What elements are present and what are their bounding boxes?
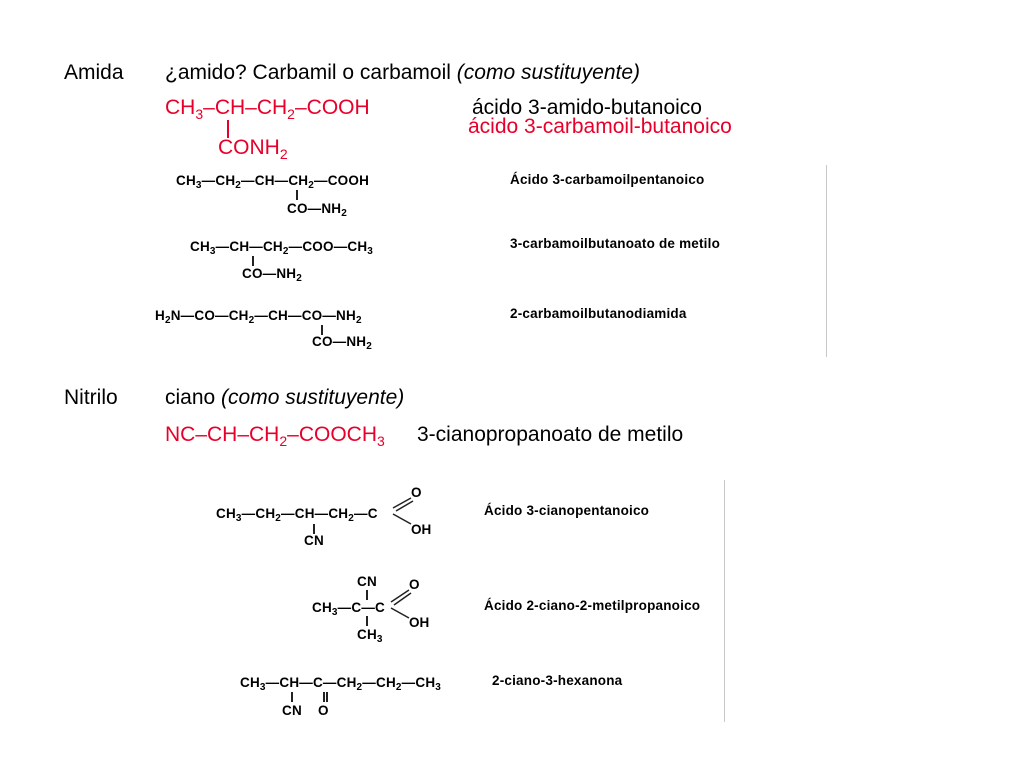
amida-name-2: ácido 3-carbamoil-butanoico bbox=[468, 115, 732, 138]
nitrilo-formula: $NC-CH-CH_2-COOCH_3$ bbox=[165, 423, 385, 449]
amida-desc-main: ¿amido? Carbamil o carbamoil bbox=[165, 61, 457, 84]
scan-edge-nitrilo bbox=[724, 480, 725, 722]
svg-text:OH: OH bbox=[409, 615, 430, 630]
nitrilo-example-1-name: Ácido 3-cianopentanoico bbox=[484, 503, 650, 518]
amida-formula: $CH_3-CH-CH_2$–COOH bbox=[165, 96, 370, 122]
amida-example-2-bond bbox=[252, 256, 254, 266]
nitrilo-example-3-bond-cn bbox=[291, 692, 293, 702]
nitrilo-example-3-bond-o-b bbox=[326, 692, 328, 702]
nitrilo-example-3-formula: $CH_3—CH—C—CH_2—CH_2—CH_3$ bbox=[240, 675, 442, 693]
amida-example-2-branch: $CO—NH_2$ bbox=[242, 266, 303, 284]
nitrilo-label: Nitrilo bbox=[64, 386, 118, 409]
svg-text:O: O bbox=[409, 577, 420, 592]
nitrilo-desc-italic: (como sustituyente) bbox=[221, 386, 405, 409]
nitrilo-example-2-bottom: $CH_3$ bbox=[357, 627, 383, 645]
scan-edge-amida bbox=[826, 165, 827, 357]
amida-example-2-formula: $CH_3—CH—CH_2—COO—CH_3$ bbox=[190, 239, 374, 257]
amida-name-1: ácido 3-amido-butanoico bbox=[472, 96, 702, 119]
amida-example-1-bond bbox=[296, 190, 298, 200]
nitrilo-example-3-branch: CN bbox=[282, 703, 302, 718]
amida-example-1-name: Ácido 3-carbamoilpentanoico bbox=[510, 172, 705, 187]
nitrilo-example-3-branch-o: O bbox=[318, 703, 329, 718]
nitrilo-example-2-top: CN bbox=[357, 574, 377, 589]
nitrilo-example-1-carboxyl bbox=[385, 484, 445, 544]
amida-example-2-name: 3-carbamoilbutanoato de metilo bbox=[510, 236, 721, 251]
nitrilo-example-3-name: 2-ciano-3-hexanona bbox=[492, 673, 623, 688]
nitrilo-name: 3-cianopropanoato de metilo bbox=[417, 423, 684, 446]
amida-example-3-branch: $CO—NH_2$ bbox=[312, 334, 373, 352]
nitrilo-example-2-carboxyl bbox=[383, 574, 443, 634]
amida-description bbox=[165, 61, 640, 85]
nitrilo-desc-main: ciano bbox=[165, 386, 222, 409]
svg-text:OH: OH bbox=[411, 522, 432, 537]
amida-example-1-formula: $CH_3—CH_2—CH—CH_2—COOH$ bbox=[176, 173, 370, 191]
nitrilo-example-2-bond-bottom bbox=[366, 616, 368, 626]
amida-label: Amida bbox=[64, 61, 124, 84]
amida-example-3-name: 2-carbamoilbutanodiamida bbox=[510, 306, 687, 321]
nitrilo-example-1-branch: CN bbox=[304, 533, 324, 548]
nitrilo-example-2-formula: $CH_3—C—C$ bbox=[312, 600, 385, 618]
amida-example-1-branch: $CO—NH_2$ bbox=[287, 201, 348, 219]
nitrilo-example-3-bond-o-a bbox=[323, 692, 325, 702]
nitrilo-example-2-bond-top bbox=[366, 590, 368, 600]
amida-desc-italic: (como sustituyente) bbox=[456, 61, 641, 84]
nitrilo-example-1-formula: $CH_3—CH_2—CH—CH_2—C$ bbox=[216, 506, 378, 524]
nitrilo-example-2-name: Ácido 2-ciano-2-metilpropanoico bbox=[484, 598, 701, 613]
amida-formula-branch: $CONH_2$ bbox=[218, 136, 288, 162]
amida-example-3-formula: $H_2N—CO—CH_2—CH—CO—NH_2$ bbox=[155, 308, 362, 326]
svg-text:O: O bbox=[411, 485, 422, 500]
nitrilo-description bbox=[165, 386, 404, 410]
